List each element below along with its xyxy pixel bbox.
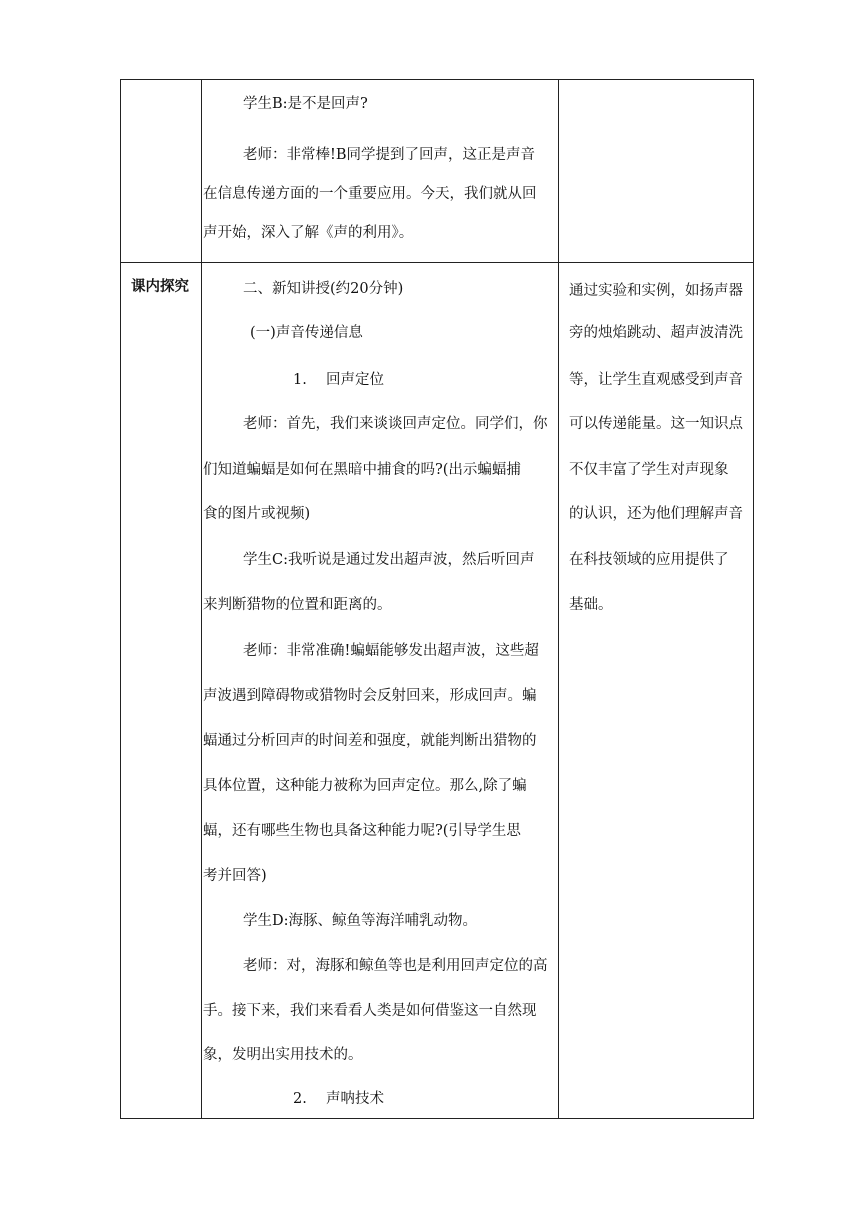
paragraph-line: 来判断猎物的位置和距离的。 bbox=[203, 597, 392, 613]
row-label-in-class-inquiry: 课内探究 bbox=[131, 278, 189, 295]
design-note-line: 可以传递能量。这一知识点 bbox=[569, 416, 743, 432]
paragraph-line: 具体位置，这种能力被称为回声定位。那么,除了蝙 bbox=[203, 778, 527, 794]
paragraph-line: 象，发明出实用技术的。 bbox=[203, 1047, 363, 1063]
design-note-line: 基础。 bbox=[569, 597, 613, 613]
row-divider bbox=[121, 262, 753, 263]
section-heading: 二、新知讲授(约20分钟) bbox=[243, 281, 404, 297]
paragraph-line: 们知道蝙蝠是如何在黑暗中捕食的吗?(出示蝙蝠捕 bbox=[203, 462, 521, 478]
paragraph-line: 食的图片或视频) bbox=[203, 506, 311, 522]
design-note-line: 的认识，还为他们理解声音 bbox=[569, 506, 743, 522]
item-heading: 2. 声呐技术 bbox=[293, 1091, 384, 1107]
design-note-line: 通过实验和实例，如扬声器 bbox=[569, 283, 743, 299]
design-note-line: 在科技领域的应用提供了 bbox=[569, 552, 729, 568]
item-heading: 1. 回声定位 bbox=[293, 372, 384, 388]
paragraph-line: 声波遇到障碍物或猎物时会反射回来，形成回声。蝙 bbox=[203, 688, 537, 704]
paragraph-teacher-line: 老师：非常棒!B同学提到了回声，这正是声音 bbox=[243, 147, 535, 163]
design-note-line: 旁的烛焰跳动、超声波清洗 bbox=[569, 325, 743, 341]
paragraph-teacher-line: 声开始，深入了解《声的利用》。 bbox=[203, 225, 414, 241]
design-note-line: 不仅丰富了学生对声现象 bbox=[569, 462, 729, 478]
paragraph-student-b: 学生B:是不是回声? bbox=[243, 96, 368, 112]
paragraph-line: 考并回答) bbox=[203, 868, 267, 884]
paragraph-teacher-line: 在信息传递方面的一个重要应用。今天，我们就从回 bbox=[203, 186, 537, 202]
design-note-line: 等，让学生直观感受到声音 bbox=[569, 372, 743, 388]
subsection-heading: (一)声音传递信息 bbox=[250, 325, 363, 341]
paragraph-line: 蝠通过分析回声的时间差和强度，就能判断出猎物的 bbox=[203, 733, 537, 749]
paragraph-line: 蝠，还有哪些生物也具备这种能力呢?(引导学生思 bbox=[203, 823, 521, 839]
paragraph-line: 老师：对，海豚和鲸鱼等也是利用回声定位的高 bbox=[243, 958, 548, 974]
column-divider-1 bbox=[201, 80, 202, 1118]
lesson-table bbox=[120, 79, 754, 1119]
paragraph-line: 学生D:海豚、鲸鱼等海洋哺乳动物。 bbox=[243, 913, 478, 929]
paragraph-line: 老师：非常准确!蝙蝠能够发出超声波，这些超 bbox=[243, 643, 539, 659]
paragraph-line: 学生C:我听说是通过发出超声波，然后听回声 bbox=[243, 552, 535, 568]
column-divider-2 bbox=[558, 80, 559, 1118]
paragraph-line: 老师：首先，我们来谈谈回声定位。同学们，你 bbox=[243, 416, 548, 432]
paragraph-line: 手。接下来，我们来看看人类是如何借鉴这一自然现 bbox=[203, 1003, 537, 1019]
